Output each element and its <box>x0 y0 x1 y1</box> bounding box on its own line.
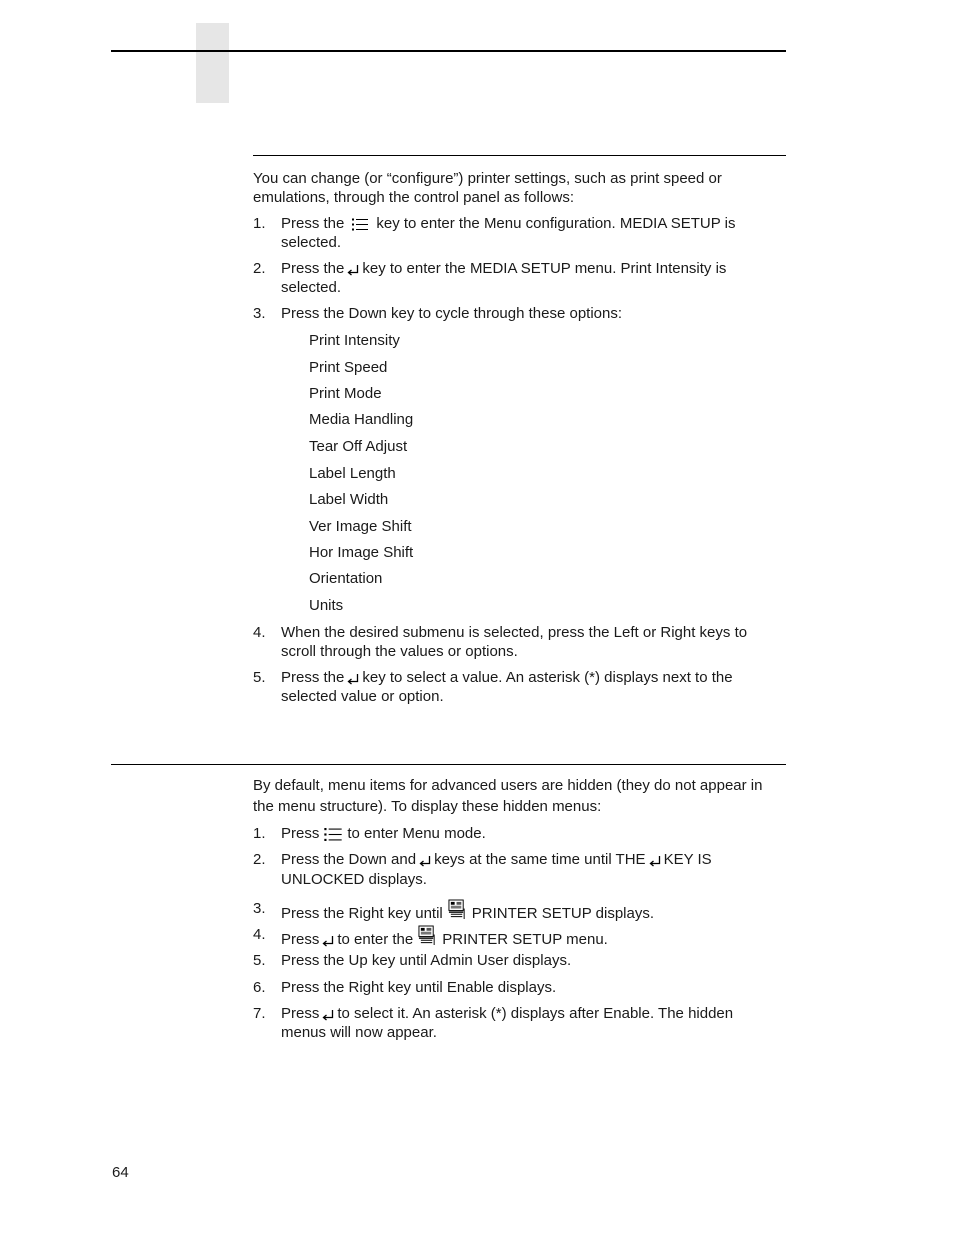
step-text: selected. <box>281 234 342 251</box>
enter-key-icon <box>347 264 359 276</box>
step-number: 1. <box>253 825 266 842</box>
step-text: When the desired submenu is selected, press the Left or Right keys to <box>281 624 748 641</box>
step-text: Press the Down key to cycle through these options: <box>281 305 623 322</box>
enter-key-icon <box>419 855 431 867</box>
step-number: 6. <box>253 979 266 996</box>
step-text: Press the Right key until Enable displays. <box>281 979 557 996</box>
option-item: Tear Off Adjust <box>309 438 408 455</box>
step-text: keys at the same time until THE <box>434 851 646 868</box>
step-text: to enter the <box>337 931 414 948</box>
option-item: Ver Image Shift <box>309 518 412 535</box>
option-item: Units <box>309 597 344 614</box>
step-text: key to select a value. An asterisk (*) displays next to the <box>362 669 733 686</box>
printer-setup-icon <box>448 899 467 920</box>
step-text: Press the <box>281 215 345 232</box>
step-text: KEY IS <box>663 851 712 868</box>
section1-intro: You can change (or “configure”) printer settings, such as print speed or emulations, through the control panel as follows: <box>253 170 722 206</box>
step-text: to select it. An asterisk (*) displays after Enable. The hidden <box>337 1005 734 1022</box>
section-rule <box>111 764 786 765</box>
step-text: Press <box>281 1005 320 1022</box>
option-item: Print Intensity <box>309 332 400 349</box>
header-rule <box>111 50 786 52</box>
step-text: Press the <box>281 669 345 686</box>
step-text: Press <box>281 825 320 842</box>
step-text: scroll through the values or options. <box>281 643 518 660</box>
intro-line: By default, menu items for advanced users are hidden (they do not appear in <box>253 777 763 794</box>
step-text: menus will now appear. <box>281 1024 437 1041</box>
intro-line: the menu structure). To display these hidden menus: <box>253 798 602 815</box>
step-text: selected value or option. <box>281 688 444 705</box>
option-item: Print Speed <box>309 359 388 376</box>
step-number: 4. <box>253 926 266 943</box>
menu-list-icon <box>324 828 342 841</box>
step-text: to enter Menu mode. <box>347 825 486 842</box>
step-text: UNLOCKED displays. <box>281 871 427 888</box>
step-text: PRINTER SETUP menu. <box>442 931 608 948</box>
enter-key-icon <box>322 935 334 947</box>
step-text: key to enter the Menu configuration. MEDIA SETUP is <box>376 215 736 232</box>
printer-setup-icon <box>418 925 437 946</box>
step-text: PRINTER SETUP displays. <box>471 905 655 922</box>
option-item: Hor Image Shift <box>309 544 414 561</box>
step-number: 3. <box>253 305 266 322</box>
option-item: Orientation <box>309 570 383 587</box>
chapter-tab <box>196 23 229 103</box>
step-number: 4. <box>253 624 266 641</box>
page-number: 64 <box>112 1164 129 1181</box>
option-item: Label Width <box>309 491 389 508</box>
option-item: Label Length <box>309 465 396 482</box>
step-text: Press the Right key until <box>281 905 443 922</box>
step-number: 2. <box>253 260 266 277</box>
step-number: 5. <box>253 669 266 686</box>
step-text: Press the Up key until Admin User displays. <box>281 952 572 969</box>
step-number: 7. <box>253 1005 266 1022</box>
step-text: Press <box>281 931 320 948</box>
enter-key-icon <box>322 1009 334 1021</box>
enter-key-icon <box>347 673 359 685</box>
option-item: Print Mode <box>309 385 382 402</box>
enter-key-icon <box>649 855 661 867</box>
step-number: 5. <box>253 952 266 969</box>
step-number: 1. <box>253 215 266 232</box>
step-number: 2. <box>253 851 266 868</box>
step-text: selected. <box>281 279 342 296</box>
step-text: Press the <box>281 260 345 277</box>
step-text: Press the Down and <box>281 851 417 868</box>
section2-intro <box>253 775 793 817</box>
option-item: Media Handling <box>309 411 414 428</box>
step-number: 3. <box>253 900 266 917</box>
step-text: key to enter the MEDIA SETUP menu. Print Intensity is <box>362 260 727 277</box>
menu-list-icon <box>352 218 368 231</box>
section-rule <box>253 155 786 156</box>
